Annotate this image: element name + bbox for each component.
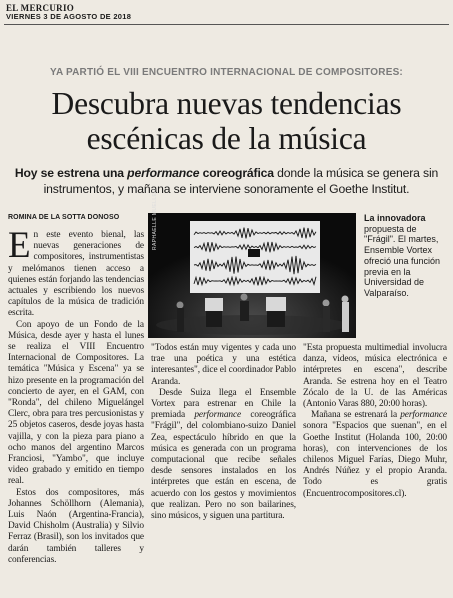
photo-caption <box>364 213 448 299</box>
caption-lead: La innovadora <box>364 213 426 223</box>
paragraph-7-a: Mañana se estrenará la <box>311 410 401 421</box>
deck-emphasis: performance <box>127 166 200 180</box>
deck-lead: Hoy se estrena una <box>14 166 128 180</box>
paragraph-1-text: n este evento bienal, las nuevas generaciones de compositores, instrumentistas y melómanos tienen acceso a quienes están forjando las tendencias actuales y escribiendo los nuevos capítulos de la música de tradición escrita. <box>8 230 144 319</box>
byline: ROMINA DE LA SOTTA DONOSO <box>8 214 120 221</box>
issue-date: VIERNES 3 DE AGOSTO DE 2018 <box>6 12 132 21</box>
headline <box>6 86 447 156</box>
headline-line-1: Descubra nuevas tendencias <box>51 86 402 121</box>
header-rule <box>4 24 449 25</box>
paragraph-5-em: performance <box>194 410 242 421</box>
drop-cap: E <box>8 225 31 266</box>
article-column-1 <box>8 225 144 566</box>
paragraph-4: "Todos están muy vigentes y cada uno trae una poética y una estética interesantes", dice el coordinador Pablo Aranda. <box>151 343 296 387</box>
newspaper-name: EL MERCURIO <box>6 3 75 13</box>
stage-photo-image <box>148 213 356 338</box>
paragraph-5-b: coreográfica "Frágil", del colombiano-suizo Daniel Zea, espectáculo híbrido en que la música es generada con un programa computacional que recibe señales desde sensores instalados en los intérpretes que están en escena, de acuerdo con los gestos y movimientos que realizan. Pero no son bailarines, sino músicos, y siguen una partitura. <box>151 410 296 522</box>
paragraph-7-b: sonora "Espacios que suenan", en el Goethe Institut (Holanda 100, 20:00 horas), con intervenciones de los chilenos Miguel Farías, Diego Muhr, Andrés Núñez y el propio Aranda. Todo es gratis (Encuentrocompositores.cl). <box>303 421 447 499</box>
article-column-2 <box>151 343 296 522</box>
deck <box>6 166 447 197</box>
kicker: YA PARTIÓ EL VIII ENCUENTRO INTERNACIONAL DE COMPOSITORES: <box>50 67 403 78</box>
paragraph-7-em: performance <box>400 410 447 421</box>
paragraph-1 <box>8 225 144 320</box>
paragraph-5-a: Desde Suiza llega el Ensemble Vortex para estrenar en Chile la premiada <box>151 387 296 421</box>
paragraph-3: Estos dos compositores, más Johannes Schöllhorn (Alemania), Luis Naón (Argentina-Francia), David Chisholm (Australia) y Silvio Ferraz (Brasil), son los invitados que darán también talleres y conferencias. <box>8 487 144 565</box>
headline-line-2: escénicas de la música <box>86 121 367 156</box>
article-column-3 <box>303 343 447 500</box>
paragraph-2: Con apoyo de un Fondo de la Música, desde ayer y hasta el lunes se realiza el VIII Encuentro Internacional de Compositores. La temática "Música y Escena" ya se hizo presente en la programación del concierto de ayer, en el GAM, con "Ronda", del chileno Miguelángel Clerc, obra para tres percusionistas y 25 objetos caseros, desde joyas hasta vajilla, y con la pieza para piano a ocho manos del argentino Marcos Franciosi, "Yambo", que incluye video grabado y emitido en tiempo real. <box>8 319 144 487</box>
photo-credit: RAPHAELLE MUELLER <box>152 188 158 250</box>
paragraph-7 <box>303 410 447 500</box>
stage-photo <box>148 213 356 338</box>
deck-bold-tail: coreográfica <box>199 166 274 180</box>
caption-text: propuesta de "Frágil". El martes, Ensemble Vortex ofreció una función previa en la Universidad de Valparaíso. <box>364 223 441 298</box>
paragraph-5 <box>151 388 296 522</box>
deck-rest: donde la música se genera sin instrumentos, y mañana se interviene sonoramente el Goethe Institut. <box>43 166 439 196</box>
paragraph-6: "Esta propuesta multimedial involucra danza, videos, música electrónica e intérpretes en escena", describe Aranda. Se estrena hoy en el Teatro Zócalo de la U. de las Américas (Antonio Varas 880, 20:00 horas). <box>303 343 447 410</box>
